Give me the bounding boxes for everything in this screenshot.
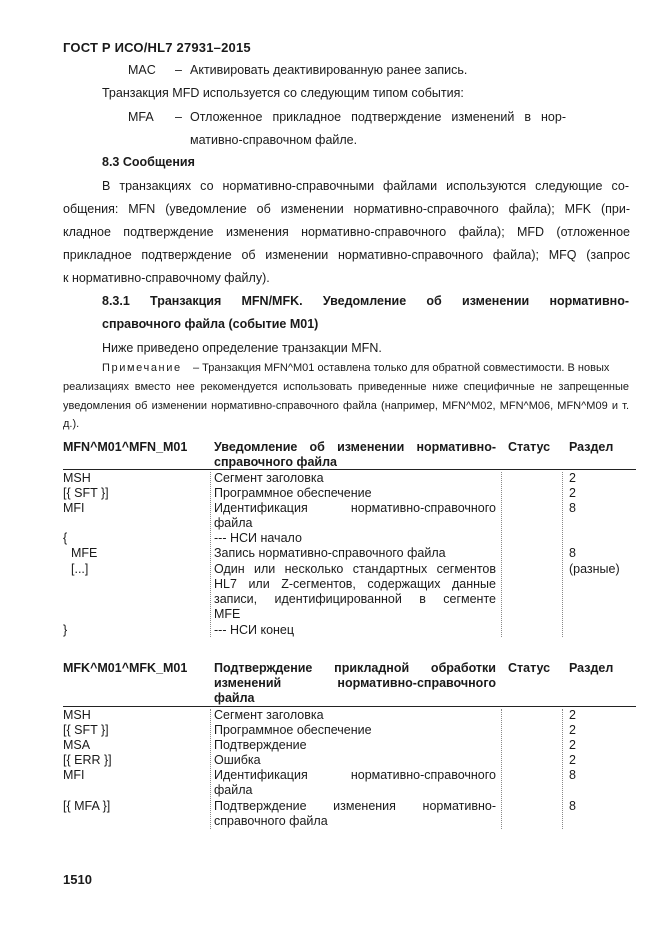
para-line-4: прикладное подтверждение об изменении нормативно-справочного файла); MFQ (запрос — [63, 248, 630, 262]
table1-col-separator — [210, 472, 211, 637]
table2-header-section: Раздел — [569, 661, 614, 675]
table2-row3-desc: Подтверждение — [214, 738, 307, 752]
table2-row5-desc-l2: файла — [214, 783, 253, 797]
table2-row2-desc: Программное обеспечение — [214, 723, 372, 737]
definition-intro: Ниже приведено определение транзакции MFN. — [102, 341, 382, 355]
para-line-3: кладное подтверждение изменения нормативно-справочного файла); MFD (отложенное — [63, 225, 630, 239]
table2-header-description-l3: файла — [214, 691, 255, 705]
table1-row6-desc-l1: Один или несколько стандартных сегментов — [214, 562, 496, 576]
table2-row4-segment: [{ ERR }] — [63, 753, 112, 767]
document-header: ГОСТ Р ИСО/HL7 27931–2015 — [63, 40, 251, 55]
table2-row5-section: 8 — [569, 768, 576, 782]
section-title: 8.3 Сообщения — [102, 155, 195, 169]
subsection-title-line2: справочного файла (событие M01) — [102, 317, 319, 331]
table2-row1-segment: MSH — [63, 708, 91, 722]
mfa-text-1: Отложенное прикладное подтверждение изменений в нор- — [190, 110, 566, 124]
table1-row1-segment: MSH — [63, 471, 91, 485]
para-line-2: общения: MFN (уведомление об изменении нормативно-справочного файла); MFK (при- — [63, 202, 630, 216]
mfa-code: MFA — [128, 110, 154, 124]
note-line-3: уведомления об изменении нормативно-справочного файла (например, MFN^M02, MFN^M06, MFN^M09 и т. — [63, 400, 629, 412]
table1-row3-section: 8 — [569, 501, 576, 515]
table1-row5-section: 8 — [569, 546, 576, 560]
table-mfn-m01 — [63, 438, 636, 643]
table1-row2-desc: Программное обеспечение — [214, 486, 372, 500]
table2-row5-desc-l1: Идентификация нормативно-справочного — [214, 768, 496, 782]
page-number: 1510 — [63, 872, 92, 887]
table1-row3-desc-l1: Идентификация нормативно-справочного — [214, 501, 496, 515]
table1-header-description-l2: справочного файла — [214, 455, 337, 469]
table2-row3-section: 2 — [569, 738, 576, 752]
table1-row7-segment: } — [63, 623, 68, 637]
table2-row4-section: 2 — [569, 753, 576, 767]
table2-row2-section: 2 — [569, 723, 576, 737]
table2-row6-desc-l1: Подтверждение изменения нормативно- — [214, 799, 496, 813]
table1-row5-segment: MFE — [71, 546, 98, 560]
table1-row1-desc: Сегмент заголовка — [214, 471, 324, 485]
mfa-dash: – — [175, 110, 182, 124]
table1-row6-segment: [...] — [71, 562, 89, 576]
note-line-2: реализациях вместо нее рекомендуется использовать приведенные ниже специфичные не запрещенные — [63, 381, 629, 393]
table2-header-status: Статус — [508, 661, 551, 675]
table2-row4-desc: Ошибка — [214, 753, 261, 767]
mac-code: MAC — [128, 63, 156, 77]
table2-row6-section: 8 — [569, 799, 576, 813]
table1-row1-section: 2 — [569, 471, 576, 485]
table1-row2-section: 2 — [569, 486, 576, 500]
table2-header-rule — [63, 706, 636, 707]
table2-col-separator — [210, 709, 211, 829]
note-line-1: – Транзакция MFN^M01 оставлена только для обратной совместимости. В новых — [193, 362, 610, 374]
table2-row6-segment: [{ MFA }] — [63, 799, 111, 813]
table1-row6-desc-l4: MFE — [214, 607, 241, 621]
table1-header-description-l1: Уведомление об изменении нормативно- — [214, 440, 496, 454]
table1-row6-desc-l3: записи, идентифицированной в сегменте — [214, 592, 496, 606]
table1-row2-segment: [{ SFT }] — [63, 486, 109, 500]
para-line-5: к нормативно-справочному файлу). — [63, 271, 270, 285]
table1-header-rule — [63, 469, 636, 470]
table2-row2-segment: [{ SFT }] — [63, 723, 109, 737]
table2-row1-section: 2 — [569, 708, 576, 722]
table1-row3-desc-l2: файла — [214, 516, 253, 530]
table2-header-description-l1: Подтверждение прикладной обработки — [214, 661, 496, 675]
table2-header-structure: MFK^M01^MFK_M01 — [63, 661, 188, 675]
table2-col-separator — [501, 709, 502, 829]
table1-row6-desc-l2: HL7 или Z-сегментов, содержащих данные — [214, 577, 496, 591]
mfa-text-2: мативно-справочном файле. — [190, 133, 358, 147]
mac-text: Активировать деактивированную ранее запись. — [190, 63, 468, 77]
table2-row6-desc-l2: справочного файла — [214, 814, 328, 828]
table2-row1-desc: Сегмент заголовка — [214, 708, 324, 722]
table2-col-separator — [562, 709, 563, 829]
table1-row4-desc: --- НСИ начало — [214, 531, 302, 545]
table1-header-status: Статус — [508, 440, 551, 454]
table1-row5-desc: Запись нормативно-справочного файла — [214, 546, 446, 560]
table1-header-section: Раздел — [569, 440, 614, 454]
table1-col-separator — [562, 472, 563, 637]
table2-row3-segment: MSA — [63, 738, 91, 752]
table1-row4-segment: { — [63, 531, 68, 545]
table1-row7-desc: --- НСИ конец — [214, 623, 295, 637]
table-mfk-m01 — [63, 659, 636, 834]
table1-col-separator — [501, 472, 502, 637]
note-line-4: д.). — [63, 418, 80, 430]
table2-header-description-l2: изменений нормативно-справочного — [214, 676, 496, 690]
mac-dash: – — [175, 63, 182, 77]
table1-header-structure: MFN^M01^MFN_M01 — [63, 440, 188, 454]
table1-row6-section: (разные) — [569, 562, 620, 576]
subsection-title-line1: 8.3.1 Транзакция MFN/MFK. Уведомление об изменении нормативно- — [102, 294, 629, 308]
mfd-intro: Транзакция MFD используется со следующим типом события: — [102, 86, 464, 100]
para-line-1: В транзакциях со нормативно-справочными файлами используются следующие со- — [102, 179, 629, 193]
table1-row3-segment: MFI — [63, 501, 85, 515]
table2-row5-segment: MFI — [63, 768, 85, 782]
note-label: Примечание — [102, 362, 182, 374]
